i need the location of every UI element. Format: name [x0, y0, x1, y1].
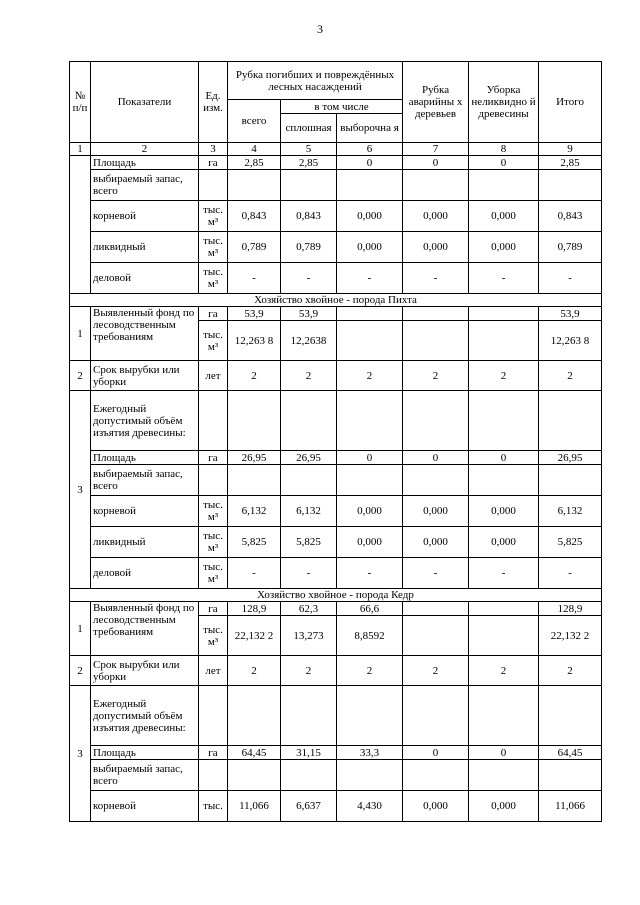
value-cell	[337, 321, 403, 361]
value-cell: 12,263 8	[228, 321, 281, 361]
header-felling-dead: Рубка погибших и повреждённых лесных насаждений	[228, 62, 403, 100]
value-cell: 6,132	[281, 496, 337, 527]
value-cell: 0	[469, 746, 539, 760]
value-cell: 0,000	[403, 201, 469, 232]
indicator-label: корневой	[91, 496, 199, 527]
column-number: 2	[91, 143, 199, 156]
value-cell	[337, 391, 403, 451]
value-cell: 6,637	[281, 791, 337, 822]
value-cell: -	[281, 558, 337, 589]
unit-cell	[199, 465, 228, 496]
unit-cell: га	[199, 602, 228, 616]
header-total: Итого	[539, 62, 602, 143]
value-cell: 11,066	[539, 791, 602, 822]
value-cell	[469, 321, 539, 361]
column-number: 9	[539, 143, 602, 156]
value-cell: 4,430	[337, 791, 403, 822]
unit-cell	[199, 391, 228, 451]
value-cell: 2	[469, 656, 539, 686]
value-cell: -	[403, 263, 469, 294]
value-cell	[228, 760, 281, 791]
value-cell	[469, 465, 539, 496]
value-cell: 33,3	[337, 746, 403, 760]
indicator-label: выбираемый запас, всего	[91, 465, 199, 496]
indicator-label: ликвидный	[91, 232, 199, 263]
value-cell: 0	[337, 156, 403, 170]
header-num: № п/п	[70, 62, 91, 143]
value-cell	[281, 686, 337, 746]
forest-data-table	[69, 61, 602, 822]
value-cell: 2	[337, 361, 403, 391]
value-cell	[403, 307, 469, 321]
value-cell: 0	[403, 746, 469, 760]
value-cell	[403, 465, 469, 496]
value-cell	[403, 760, 469, 791]
value-cell	[228, 686, 281, 746]
header-indicator: Показатели	[91, 62, 199, 143]
value-cell	[469, 602, 539, 616]
value-cell: -	[337, 263, 403, 294]
value-cell: 0,000	[469, 791, 539, 822]
indicator-label: выбираемый запас, всего	[91, 760, 199, 791]
value-cell: -	[469, 558, 539, 589]
header-selective: выборочна я	[337, 114, 403, 143]
unit-cell: тыс. м³	[199, 232, 228, 263]
value-cell: 128,9	[228, 602, 281, 616]
indicator-label: Выявленный фонд по лесоводственным требованиям	[91, 602, 199, 656]
row-number: 3	[70, 391, 91, 589]
value-cell: -	[539, 558, 602, 589]
value-cell: -	[469, 263, 539, 294]
column-number: 8	[469, 143, 539, 156]
value-cell	[469, 307, 539, 321]
unit-cell: тыс. м³	[199, 496, 228, 527]
value-cell: 6,132	[228, 496, 281, 527]
value-cell: 0	[403, 156, 469, 170]
column-number: 6	[337, 143, 403, 156]
value-cell	[403, 170, 469, 201]
value-cell	[337, 465, 403, 496]
unit-cell: тыс. м³	[199, 263, 228, 294]
column-number: 4	[228, 143, 281, 156]
value-cell	[469, 170, 539, 201]
value-cell	[469, 686, 539, 746]
value-cell: 64,45	[539, 746, 602, 760]
header-cleanup: Уборка неликвидно й древесины	[469, 62, 539, 143]
unit-cell: га	[199, 746, 228, 760]
unit-cell	[199, 170, 228, 201]
value-cell	[228, 391, 281, 451]
value-cell: 2	[469, 361, 539, 391]
value-cell: 0,843	[228, 201, 281, 232]
value-cell: 0,000	[403, 527, 469, 558]
indicator-label: Ежегодный допустимый объём изъятия древесины:	[91, 686, 199, 746]
value-cell: 0,000	[337, 527, 403, 558]
indicator-label: корневой	[91, 791, 199, 822]
unit-cell: лет	[199, 656, 228, 686]
indicator-label: Площадь	[91, 451, 199, 465]
column-number: 5	[281, 143, 337, 156]
value-cell: 2	[228, 361, 281, 391]
value-cell: 0,000	[337, 496, 403, 527]
value-cell: 12,2638	[281, 321, 337, 361]
value-cell: 0	[469, 451, 539, 465]
indicator-label: Срок вырубки или уборки	[91, 361, 199, 391]
row-number: 3	[70, 686, 91, 822]
page-number: 3	[317, 22, 323, 36]
row-number: 2	[70, 361, 91, 391]
value-cell: 0,000	[469, 201, 539, 232]
value-cell: 64,45	[228, 746, 281, 760]
value-cell: 0	[469, 156, 539, 170]
value-cell: 6,132	[539, 496, 602, 527]
unit-cell: га	[199, 156, 228, 170]
value-cell: 53,9	[228, 307, 281, 321]
value-cell: 8,8592	[337, 616, 403, 656]
section-title: Хозяйство хвойное - порода Пихта	[70, 294, 602, 307]
value-cell	[281, 391, 337, 451]
header-including: в том числе	[281, 100, 403, 114]
value-cell: 2,85	[539, 156, 602, 170]
value-cell: -	[403, 558, 469, 589]
value-cell: 0,789	[228, 232, 281, 263]
value-cell	[281, 170, 337, 201]
value-cell: 0	[337, 451, 403, 465]
unit-cell: тыс. м³	[199, 321, 228, 361]
row-number: 1	[70, 307, 91, 361]
section-title: Хозяйство хвойное - порода Кедр	[70, 589, 602, 602]
value-cell	[539, 170, 602, 201]
column-number: 3	[199, 143, 228, 156]
value-cell	[403, 602, 469, 616]
unit-cell: лет	[199, 361, 228, 391]
indicator-label: Срок вырубки или уборки	[91, 656, 199, 686]
value-cell: 26,95	[281, 451, 337, 465]
indicator-label: ликвидный	[91, 527, 199, 558]
value-cell: 13,273	[281, 616, 337, 656]
value-cell: 2	[228, 656, 281, 686]
value-cell: 2	[539, 656, 602, 686]
unit-cell: тыс. м³	[199, 558, 228, 589]
row-number	[70, 156, 91, 294]
header-solid: сплошная	[281, 114, 337, 143]
value-cell: 0,000	[403, 496, 469, 527]
value-cell: 0,000	[337, 232, 403, 263]
unit-cell: тыс. м³	[199, 616, 228, 656]
indicator-label: деловой	[91, 263, 199, 294]
value-cell	[403, 321, 469, 361]
value-cell: -	[337, 558, 403, 589]
value-cell: -	[281, 263, 337, 294]
value-cell	[337, 686, 403, 746]
value-cell	[469, 391, 539, 451]
value-cell: 26,95	[228, 451, 281, 465]
value-cell	[539, 465, 602, 496]
header-total-all: всего	[228, 100, 281, 143]
value-cell: 0,000	[469, 527, 539, 558]
value-cell: 2	[281, 361, 337, 391]
value-cell: 2	[403, 361, 469, 391]
value-cell: 2,85	[228, 156, 281, 170]
indicator-label: корневой	[91, 201, 199, 232]
value-cell: 66,6	[337, 602, 403, 616]
value-cell: 2,85	[281, 156, 337, 170]
value-cell: -	[228, 263, 281, 294]
header-unit: Ед. изм.	[199, 62, 228, 143]
unit-cell	[199, 686, 228, 746]
value-cell: 0	[403, 451, 469, 465]
value-cell: 2	[281, 656, 337, 686]
value-cell: 2	[403, 656, 469, 686]
value-cell	[281, 760, 337, 791]
value-cell: 2	[539, 361, 602, 391]
value-cell: -	[539, 263, 602, 294]
unit-cell	[199, 760, 228, 791]
value-cell: 12,263 8	[539, 321, 602, 361]
value-cell: 11,066	[228, 791, 281, 822]
value-cell	[228, 465, 281, 496]
value-cell	[337, 170, 403, 201]
value-cell	[469, 616, 539, 656]
value-cell	[281, 465, 337, 496]
unit-cell: га	[199, 451, 228, 465]
unit-cell: тыс. м³	[199, 527, 228, 558]
row-number: 2	[70, 656, 91, 686]
indicator-label: Выявленный фонд по лесоводственным требованиям	[91, 307, 199, 361]
value-cell	[403, 686, 469, 746]
value-cell	[539, 391, 602, 451]
value-cell: 0,843	[539, 201, 602, 232]
value-cell: -	[228, 558, 281, 589]
value-cell: 128,9	[539, 602, 602, 616]
value-cell: 5,825	[539, 527, 602, 558]
row-number: 1	[70, 602, 91, 656]
value-cell: 0,789	[539, 232, 602, 263]
indicator-label: Ежегодный допустимый объём изъятия древесины:	[91, 391, 199, 451]
indicator-label: Площадь	[91, 156, 199, 170]
value-cell: 0,000	[337, 201, 403, 232]
value-cell: 0,000	[469, 496, 539, 527]
value-cell: 0,000	[403, 232, 469, 263]
value-cell: 22,132 2	[539, 616, 602, 656]
unit-cell: га	[199, 307, 228, 321]
value-cell: 5,825	[281, 527, 337, 558]
value-cell: 26,95	[539, 451, 602, 465]
header-felling-emergency: Рубка аварийны х деревьев	[403, 62, 469, 143]
value-cell	[403, 391, 469, 451]
value-cell: 0,843	[281, 201, 337, 232]
value-cell	[228, 170, 281, 201]
value-cell: 53,9	[539, 307, 602, 321]
value-cell: 0,789	[281, 232, 337, 263]
value-cell: 5,825	[228, 527, 281, 558]
unit-cell: тыс.	[199, 791, 228, 822]
value-cell: 31,15	[281, 746, 337, 760]
value-cell	[469, 760, 539, 791]
value-cell	[539, 760, 602, 791]
value-cell	[337, 307, 403, 321]
indicator-label: Площадь	[91, 746, 199, 760]
value-cell: 0,000	[403, 791, 469, 822]
column-number: 7	[403, 143, 469, 156]
value-cell	[337, 760, 403, 791]
unit-cell: тыс. м³	[199, 201, 228, 232]
indicator-label: выбираемый запас, всего	[91, 170, 199, 201]
column-number: 1	[70, 143, 91, 156]
value-cell	[403, 616, 469, 656]
value-cell: 62,3	[281, 602, 337, 616]
value-cell: 2	[337, 656, 403, 686]
value-cell	[539, 686, 602, 746]
value-cell: 53,9	[281, 307, 337, 321]
indicator-label: деловой	[91, 558, 199, 589]
value-cell: 22,132 2	[228, 616, 281, 656]
value-cell: 0,000	[469, 232, 539, 263]
